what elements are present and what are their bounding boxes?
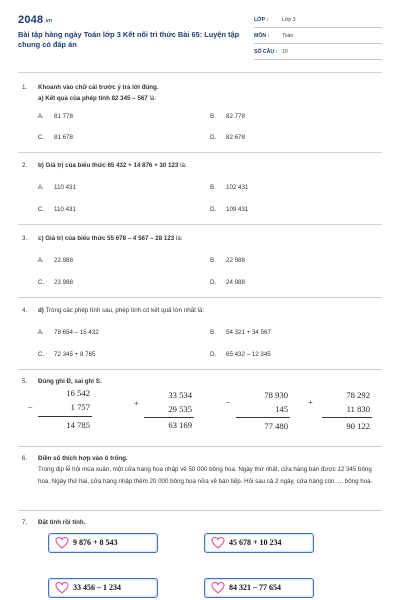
vertical-calculation bbox=[134, 386, 194, 436]
question-number: 5. bbox=[22, 378, 28, 385]
result-line bbox=[38, 416, 92, 417]
divider bbox=[18, 446, 382, 447]
result-line bbox=[236, 417, 290, 418]
exercise-expression: 33 456 – 1 234 bbox=[73, 583, 121, 592]
document-title: Bài tập hàng ngày Toán lớp 3 Kết nối tri thức Bài 65: Luyện tập chung có đáp án bbox=[18, 30, 240, 49]
question-number: 4. bbox=[22, 307, 28, 314]
option-letter: A. bbox=[38, 113, 44, 120]
option-a[interactable] bbox=[38, 184, 76, 191]
logo-suffix: .vn bbox=[44, 18, 53, 24]
heart-icon bbox=[211, 582, 225, 594]
exercise-expression: 45 678 + 10 234 bbox=[229, 538, 282, 547]
option-value: 22 988 bbox=[226, 257, 245, 264]
heart-icon bbox=[211, 537, 225, 549]
vertical-calculation bbox=[226, 386, 290, 436]
option-value: 23 988 bbox=[54, 279, 73, 286]
question-instruction: Đúng ghi Đ, sai ghi S. bbox=[38, 378, 102, 385]
result: 63 169 bbox=[168, 420, 192, 430]
option-value: 109 431 bbox=[226, 206, 249, 213]
meta-value: Lớp 3 bbox=[282, 17, 296, 23]
option-d[interactable] bbox=[210, 206, 248, 213]
question-number: 3. bbox=[22, 235, 28, 242]
option-letter: D. bbox=[210, 351, 217, 358]
question-number: 1. bbox=[22, 84, 28, 91]
operator: – bbox=[226, 396, 231, 406]
option-value: 110 431 bbox=[54, 184, 76, 191]
result: 14 785 bbox=[66, 420, 90, 430]
option-a[interactable] bbox=[38, 329, 99, 336]
meta-label: SỐ CÂU : bbox=[254, 49, 278, 55]
q-prefix: a) Kết quả của phép tính bbox=[38, 95, 112, 102]
option-c[interactable] bbox=[38, 351, 95, 358]
divider bbox=[18, 510, 382, 511]
question-number: 7. bbox=[22, 519, 28, 526]
operator: – bbox=[28, 401, 33, 411]
option-b[interactable] bbox=[210, 113, 245, 120]
option-letter: C. bbox=[38, 279, 45, 286]
option-d[interactable] bbox=[210, 134, 245, 141]
question-paragraph: Trong dịp lễ hội mùa xuân, một cửa hàng hoa nhập về 50 000 bông hoa. Ngày thứ nhất, cửa hàng bán được 12 345 bông hoa. Ngày thứ hai, cửa hàng nhập thêm 20 000 bông hoa nữa về bán tiếp. Hỏi sau cả 2 ngày, cửa hàng còn .... bông hoa. bbox=[38, 466, 373, 485]
option-value: 22 988 bbox=[54, 257, 73, 264]
option-letter: B. bbox=[210, 257, 216, 264]
option-letter: B. bbox=[210, 329, 216, 336]
result-line bbox=[322, 417, 372, 418]
q-expression: 82 345 – 567 bbox=[111, 95, 148, 102]
option-letter: D. bbox=[210, 134, 217, 141]
option-d[interactable] bbox=[210, 351, 271, 358]
result: 77 480 bbox=[264, 421, 288, 431]
q-prefix: d) bbox=[38, 307, 44, 314]
document-header bbox=[18, 14, 382, 62]
operand-bottom: 11 830 bbox=[346, 404, 370, 414]
meta-row-subject bbox=[254, 30, 382, 44]
meta-panel bbox=[254, 14, 382, 62]
operand-bottom: 1 757 bbox=[70, 402, 90, 412]
q-prefix: c) Giá trị của biểu thức bbox=[38, 235, 108, 242]
option-value: 78 654 – 15 432 bbox=[54, 329, 99, 336]
heart-icon bbox=[55, 582, 69, 594]
divider bbox=[18, 152, 382, 153]
option-letter: A. bbox=[38, 257, 44, 264]
option-letter: D. bbox=[210, 279, 217, 286]
question-text bbox=[38, 235, 182, 242]
option-letter: C. bbox=[38, 351, 45, 358]
option-value: 81 778 bbox=[54, 113, 73, 120]
result: 90 122 bbox=[346, 421, 370, 431]
option-c[interactable] bbox=[38, 279, 73, 286]
option-letter: C. bbox=[38, 206, 45, 213]
question-number: 2. bbox=[22, 162, 28, 169]
meta-label: MÔN : bbox=[254, 33, 270, 39]
option-value: 72 345 + 8 765 bbox=[54, 351, 96, 358]
q-expression: 65 432 + 14 876 + 30 123 bbox=[107, 162, 179, 169]
meta-row-count bbox=[254, 46, 382, 60]
q-suffix: là: bbox=[178, 162, 187, 169]
exercise-card[interactable] bbox=[48, 578, 158, 598]
option-value: 24 988 bbox=[226, 279, 245, 286]
q-expression: 55 678 – 4 567 – 28 123 bbox=[107, 235, 175, 242]
question-instruction: Khoanh vào chữ cái trước ý trả lời đúng. bbox=[38, 84, 159, 91]
exercise-expression: 84 321 – 77 654 bbox=[229, 583, 281, 592]
question-instruction: Điền số thích hợp vào ô trống. bbox=[38, 455, 128, 462]
heart-icon bbox=[55, 537, 69, 549]
divider bbox=[18, 297, 382, 298]
question-text bbox=[38, 307, 204, 314]
exercise-card[interactable] bbox=[48, 533, 158, 553]
divider bbox=[18, 369, 382, 370]
option-value: 82 778 bbox=[226, 113, 245, 120]
operator: + bbox=[134, 398, 139, 408]
site-logo[interactable] bbox=[18, 14, 52, 26]
meta-row-class bbox=[254, 14, 382, 28]
divider bbox=[18, 224, 382, 225]
meta-label: LỚP : bbox=[254, 17, 269, 23]
option-letter: D. bbox=[210, 206, 217, 213]
option-letter: A. bbox=[38, 184, 44, 191]
q-suffix: là: bbox=[174, 235, 183, 242]
option-c[interactable] bbox=[38, 206, 76, 213]
operand-top: 78 292 bbox=[346, 390, 370, 400]
option-b[interactable] bbox=[210, 184, 248, 191]
exercise-card[interactable] bbox=[204, 533, 314, 553]
option-b[interactable] bbox=[210, 257, 245, 264]
option-value: 82 678 bbox=[226, 134, 245, 141]
meta-value: 10 bbox=[282, 49, 288, 55]
option-value: 102 431 bbox=[226, 184, 249, 191]
option-value: 65 432 – 12 345 bbox=[226, 351, 271, 358]
q-prefix: b) Giá trị của biểu thức bbox=[38, 162, 108, 169]
question-number: 6. bbox=[22, 455, 28, 462]
operand-bottom: 29 535 bbox=[168, 404, 192, 414]
option-d[interactable] bbox=[210, 279, 245, 286]
q-body: Trong các phép tính sau, phép tính có kết quả lớn nhất là: bbox=[43, 307, 205, 314]
option-value: 110 431 bbox=[54, 206, 76, 213]
option-value: 81 678 bbox=[54, 134, 73, 141]
option-b[interactable] bbox=[210, 329, 271, 336]
vertical-calculation bbox=[28, 386, 92, 436]
option-value: 54 321 + 34 567 bbox=[226, 329, 271, 336]
divider bbox=[18, 72, 382, 73]
question-instruction: Đặt tính rồi tính. bbox=[38, 519, 86, 526]
logo-main: 2048 bbox=[18, 14, 44, 26]
meta-value: Toán bbox=[282, 33, 294, 39]
result-line bbox=[144, 417, 194, 418]
operand-top: 78 930 bbox=[264, 390, 288, 400]
option-letter: A. bbox=[38, 329, 44, 336]
operator: + bbox=[308, 397, 313, 407]
option-a[interactable] bbox=[38, 257, 73, 264]
option-letter: B. bbox=[210, 113, 216, 120]
option-letter: B. bbox=[210, 184, 216, 191]
option-a[interactable] bbox=[38, 113, 73, 120]
exercise-card[interactable] bbox=[204, 578, 314, 598]
q-suffix: là: bbox=[147, 95, 156, 102]
exercise-expression: 9 876 + 8 543 bbox=[73, 538, 118, 547]
vertical-calculation bbox=[308, 386, 372, 436]
operand-top: 16 542 bbox=[66, 388, 90, 398]
question-text bbox=[38, 95, 156, 102]
option-c[interactable] bbox=[38, 134, 73, 141]
option-letter: C. bbox=[38, 134, 45, 141]
operand-bottom: 145 bbox=[275, 404, 288, 414]
question-text bbox=[38, 162, 187, 169]
operand-top: 33 534 bbox=[168, 390, 192, 400]
